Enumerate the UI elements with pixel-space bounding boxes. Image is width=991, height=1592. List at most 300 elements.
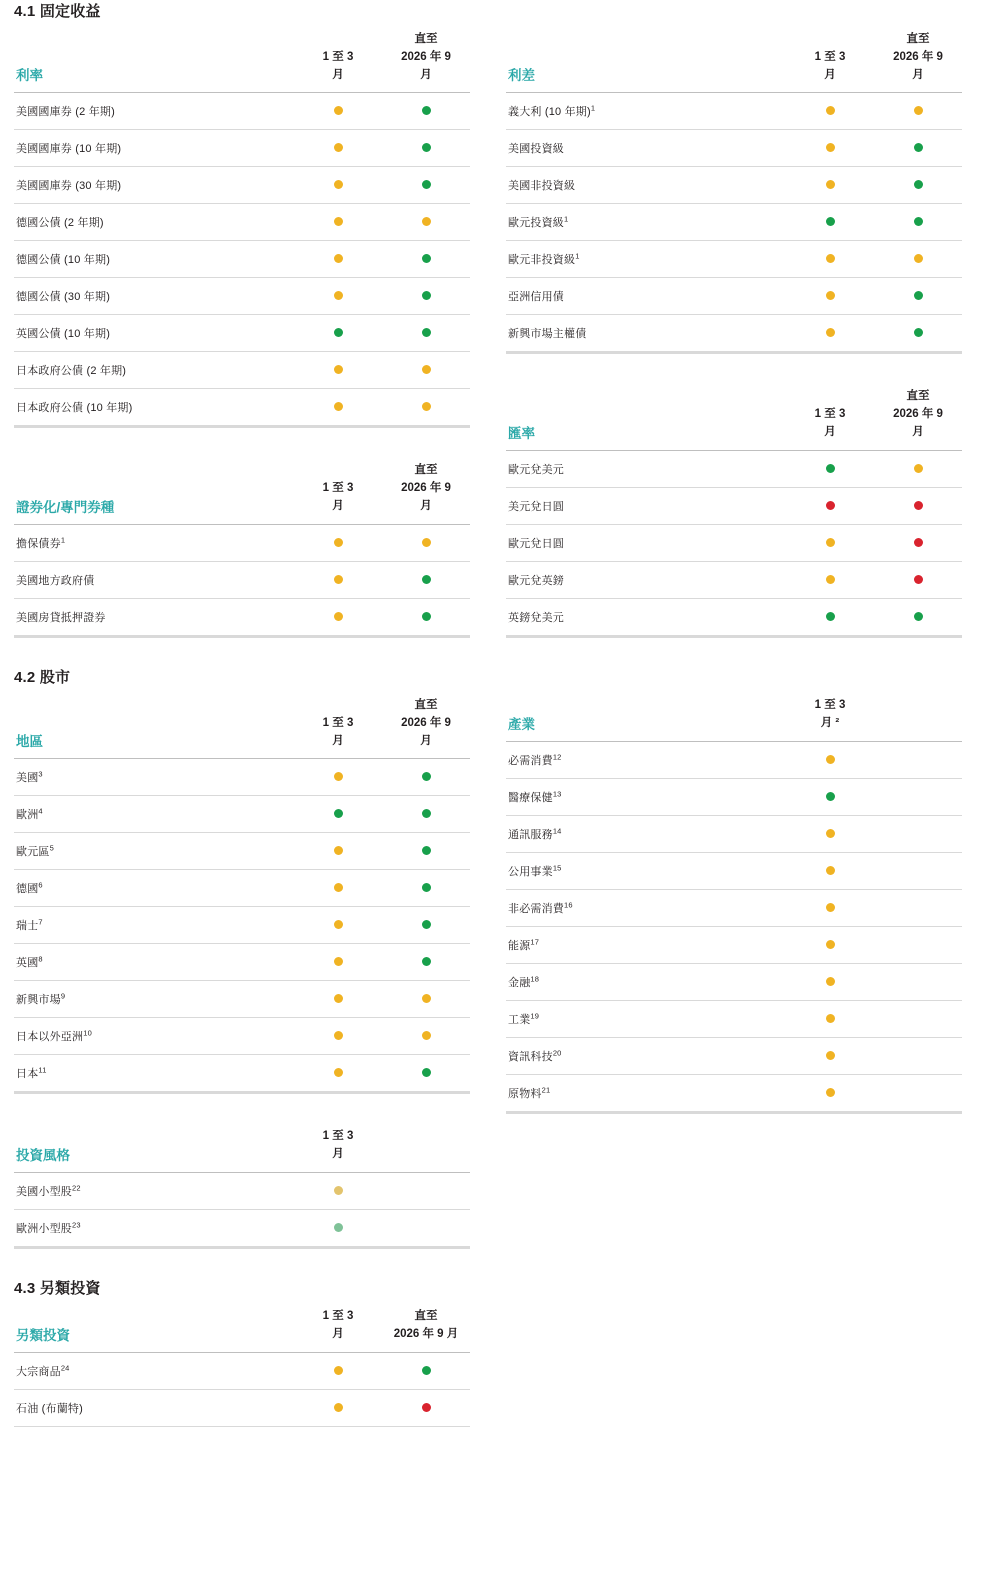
table-securitised xyxy=(14,462,470,637)
rating-dot-amber xyxy=(334,994,343,1003)
col-header-line3: 月 xyxy=(420,500,432,513)
table-row xyxy=(506,93,962,130)
rating-dot-green xyxy=(334,328,343,337)
table-row xyxy=(506,204,962,241)
row-label-text: 必需消費 xyxy=(508,754,553,767)
table-row xyxy=(506,524,962,561)
rating-cell-12m xyxy=(874,204,962,241)
table-row xyxy=(506,278,962,315)
rating-cell-1-3m xyxy=(786,204,874,241)
table-title-regions: 地區 xyxy=(16,734,43,750)
rating-dot-red xyxy=(914,538,923,547)
rating-cell-1-3m xyxy=(294,93,382,130)
rating-cell-1-3m xyxy=(294,1209,382,1247)
rating-dot-green xyxy=(914,291,923,300)
footnote-marker: 23 xyxy=(72,1220,81,1230)
row-label-text: 亞洲信用債 xyxy=(508,291,564,304)
row-label-text: 美國小型股 xyxy=(16,1185,72,1198)
rating-dot-amber xyxy=(826,291,835,300)
rating-dot-amber xyxy=(826,977,835,986)
row-label xyxy=(506,241,786,278)
rating-cell-12m xyxy=(382,93,470,130)
row-label xyxy=(14,167,294,204)
footnote-marker: 17 xyxy=(530,936,540,946)
rating-cell-1-3m xyxy=(294,389,382,427)
row-label-text: 美國地方政府債 xyxy=(16,574,95,587)
footnote-marker: 10 xyxy=(83,1028,92,1038)
rating-dot-green xyxy=(422,143,431,152)
rating-cell-12m xyxy=(382,598,470,636)
rating-dot-amber xyxy=(914,106,923,115)
col-header-line2: 月 xyxy=(332,68,344,81)
rating-cell-1-3m xyxy=(786,852,874,889)
rating-cell-12m xyxy=(382,204,470,241)
rating-cell-empty xyxy=(874,926,962,963)
column-header-until-2026-09 xyxy=(874,31,962,93)
table-row xyxy=(14,1055,470,1093)
row-label-text: 石油 (布蘭特) xyxy=(16,1402,83,1415)
table-row xyxy=(14,833,470,870)
col-header-line3: 月 xyxy=(912,426,924,439)
row-label-text: 歐元兌英鎊 xyxy=(508,574,564,587)
col-header-line2: 2026 年 9 xyxy=(401,716,451,729)
row-label xyxy=(506,278,786,315)
row-label xyxy=(14,389,294,427)
rating-cell-1-3m xyxy=(786,561,874,598)
rating-dot-amber xyxy=(826,106,835,115)
col-header-line2: 月 xyxy=(824,426,836,439)
row-label-text: 德國公債 (10 年期) xyxy=(16,254,111,267)
rating-cell-1-3m xyxy=(786,241,874,278)
row-label xyxy=(14,944,294,981)
rating-cell-1-3m xyxy=(786,1074,874,1112)
rating-dot-green xyxy=(422,254,431,263)
rating-dot-green xyxy=(826,464,835,473)
rating-cell-1-3m xyxy=(294,759,382,796)
footnote-marker: 1 xyxy=(60,535,66,545)
row-label xyxy=(14,352,294,389)
column-header-until-2026-09 xyxy=(382,1308,470,1352)
equities-grid xyxy=(0,697,991,1249)
rating-cell-1-3m xyxy=(786,742,874,779)
col-header-line2: 月 xyxy=(332,734,344,747)
rating-dot-amber xyxy=(914,254,923,263)
col-header-line1: 1 至 3 xyxy=(322,716,354,729)
rating-dot-green xyxy=(422,772,431,781)
spacer xyxy=(0,1249,991,1277)
row-label xyxy=(506,451,786,488)
row-label xyxy=(506,778,786,815)
row-label xyxy=(14,204,294,241)
table-title-alternatives: 另類投資 xyxy=(16,1327,70,1343)
col-header-line1: 直至 xyxy=(414,33,438,45)
section-heading-equities: 4.2 股市 xyxy=(14,668,71,686)
rating-dot-green xyxy=(914,180,923,189)
row-label xyxy=(14,907,294,944)
footnote-marker: 4 xyxy=(38,806,43,816)
row-label xyxy=(14,315,294,352)
col-header-line1: 1 至 3 xyxy=(322,1309,354,1322)
row-label-text: 日本政府公債 (2 年期) xyxy=(16,365,127,378)
rating-dot-amber xyxy=(422,538,431,547)
row-label-text: 德國公債 (30 年期) xyxy=(16,291,111,304)
table-row xyxy=(506,778,962,815)
rating-dot-amber xyxy=(422,1031,431,1040)
rating-cell-12m xyxy=(874,598,962,636)
table-row xyxy=(14,204,470,241)
rating-cell-1-3m xyxy=(786,1037,874,1074)
row-label xyxy=(14,1055,294,1093)
rating-dot-amber xyxy=(422,402,431,411)
footnote-marker: 13 xyxy=(552,788,562,798)
column-header-1-3m xyxy=(294,697,382,759)
table-row xyxy=(506,815,962,852)
rating-dot-amber xyxy=(334,612,343,621)
col-header-line2: 月 xyxy=(824,68,836,81)
rating-cell-1-3m xyxy=(294,167,382,204)
table-row xyxy=(506,963,962,1000)
table-fx xyxy=(506,388,962,637)
row-label xyxy=(506,561,786,598)
rating-dot-amber xyxy=(826,538,835,547)
rating-cell-12m xyxy=(382,1055,470,1093)
rating-cell-12m xyxy=(874,451,962,488)
rating-dot-amber xyxy=(334,402,343,411)
rating-cell-empty xyxy=(874,1000,962,1037)
fixed-income-grid xyxy=(0,31,991,638)
table-row xyxy=(14,981,470,1018)
rating-cell-1-3m xyxy=(786,93,874,130)
table-row xyxy=(506,487,962,524)
rating-dot-amber xyxy=(334,1068,343,1077)
rating-dot-amber xyxy=(826,829,835,838)
rating-cell-1-3m xyxy=(786,926,874,963)
rating-dot-amber xyxy=(914,464,923,473)
rating-dot-green xyxy=(422,1366,431,1375)
rating-cell-12m xyxy=(382,759,470,796)
rating-dot-amber xyxy=(826,755,835,764)
col-header-line1: 直至 xyxy=(414,698,438,711)
row-label xyxy=(506,315,786,353)
table-row xyxy=(14,315,470,352)
table-title-securitised: 證券化/專門券種 xyxy=(16,499,115,515)
rating-cell-1-3m xyxy=(294,944,382,981)
rating-cell-empty xyxy=(874,963,962,1000)
row-label-text: 英國公債 (10 年期) xyxy=(16,328,111,341)
col-header-line3: 2026 年 9 月 xyxy=(393,1327,459,1340)
rating-dot-green xyxy=(334,1223,343,1232)
col-header-line2: 月 xyxy=(332,1148,344,1161)
table-row xyxy=(506,742,962,779)
rating-dot-green xyxy=(422,291,431,300)
rating-cell-12m xyxy=(382,944,470,981)
row-label xyxy=(506,926,786,963)
rating-cell-12m xyxy=(382,561,470,598)
footnote-marker: 1 xyxy=(590,103,596,113)
row-label xyxy=(14,1209,294,1247)
row-label-text: 醫療保健 xyxy=(508,791,553,804)
table-row xyxy=(14,1353,470,1390)
rating-cell-12m xyxy=(382,796,470,833)
rating-cell-1-3m xyxy=(294,352,382,389)
rating-dot-green xyxy=(826,612,835,621)
rating-cell-12m xyxy=(382,870,470,907)
column-header-empty xyxy=(382,1128,470,1172)
rating-dot-green xyxy=(422,1068,431,1077)
rating-cell-1-3m xyxy=(294,907,382,944)
rating-cell-1-3m xyxy=(294,796,382,833)
rating-dot-green xyxy=(422,920,431,929)
rating-cell-1-3m xyxy=(294,561,382,598)
rating-dot-amber xyxy=(334,883,343,892)
row-label-text: 新興市場 xyxy=(16,994,61,1007)
col-header-line1: 1 至 3 xyxy=(322,482,354,495)
table-title-styles: 投資風格 xyxy=(16,1147,70,1163)
col-header-line2: 2026 年 9 xyxy=(401,50,451,63)
rating-dot-amber xyxy=(334,846,343,855)
table-sectors xyxy=(506,697,962,1114)
row-label xyxy=(506,742,786,779)
rating-cell-1-3m xyxy=(294,315,382,352)
rating-cell-empty xyxy=(874,889,962,926)
col-header-line1: 直至 xyxy=(906,390,930,403)
footnote-marker: 20 xyxy=(552,1047,562,1057)
rating-dot-amber xyxy=(826,1014,835,1023)
row-label-text: 歐元兌美元 xyxy=(508,463,564,476)
rating-dot-green xyxy=(422,106,431,115)
row-label-text: 擔保債券 xyxy=(16,537,61,550)
table-title-rates: 利率 xyxy=(16,68,43,84)
rating-cell-12m xyxy=(382,525,470,562)
rating-dot-red xyxy=(914,575,923,584)
rating-dot-amber xyxy=(334,920,343,929)
footnote-marker: 18 xyxy=(530,973,540,983)
row-label-text: 美國 xyxy=(16,772,39,785)
row-label-text: 義大利 (10 年期) xyxy=(508,106,591,119)
rating-cell-12m xyxy=(874,487,962,524)
col-header-line1: 直至 xyxy=(414,464,438,477)
rating-cell-1-3m xyxy=(786,889,874,926)
row-label xyxy=(14,561,294,598)
rating-dot-green xyxy=(422,957,431,966)
rating-cell-12m xyxy=(382,907,470,944)
row-label-text: 歐洲 xyxy=(16,809,39,822)
col-header-line1: 直至 xyxy=(414,1309,438,1322)
rating-dot-amber xyxy=(334,1366,343,1375)
rating-cell-12m xyxy=(382,278,470,315)
rating-dot-green xyxy=(826,792,835,801)
col-header-line2: 月 xyxy=(332,1327,344,1340)
rating-cell-12m xyxy=(382,389,470,427)
footnote-marker: 5 xyxy=(49,843,54,853)
equities-right-column xyxy=(506,697,962,1249)
col-header-line1: 直至 xyxy=(906,33,930,45)
row-label-text: 英國 xyxy=(16,957,39,970)
col-header-line2: 2026 年 9 xyxy=(893,408,943,421)
column-header-empty xyxy=(874,697,962,741)
rating-dot-amber xyxy=(334,291,343,300)
rating-dot-amber xyxy=(334,217,343,226)
table-row xyxy=(14,1389,470,1426)
rating-cell-1-3m xyxy=(786,315,874,353)
rating-cell-empty xyxy=(874,778,962,815)
rating-dot-amber xyxy=(334,254,343,263)
rating-cell-1-3m xyxy=(294,241,382,278)
rating-dot-green xyxy=(422,883,431,892)
footnote-marker: 1 xyxy=(564,214,569,224)
rating-cell-12m xyxy=(874,241,962,278)
rating-dot-green xyxy=(422,575,431,584)
row-label xyxy=(14,981,294,1018)
rating-cell-1-3m xyxy=(294,1389,382,1426)
table-row xyxy=(506,315,962,353)
footnote-marker: 21 xyxy=(541,1084,551,1094)
rating-cell-12m xyxy=(382,833,470,870)
table-styles xyxy=(14,1128,470,1249)
row-label-text: 瑞士 xyxy=(16,920,39,933)
rating-cell-empty xyxy=(874,852,962,889)
rating-dot-red xyxy=(826,501,835,510)
row-label-text: 資訊科技 xyxy=(508,1050,553,1063)
row-label xyxy=(14,1353,294,1390)
rating-dot-amber xyxy=(826,903,835,912)
rating-cell-1-3m xyxy=(294,1173,382,1210)
row-label-text: 通訊服務 xyxy=(508,828,553,841)
footnote-marker: 9 xyxy=(60,991,66,1001)
table-row xyxy=(14,130,470,167)
row-label-text: 美國房貸抵押證券 xyxy=(16,611,106,624)
rating-dot-green xyxy=(914,217,923,226)
table-row xyxy=(506,852,962,889)
rating-dot-amber xyxy=(334,1403,343,1412)
rating-cell-12m xyxy=(382,315,470,352)
footnote-marker: 12 xyxy=(552,751,562,761)
row-label-text: 日本 xyxy=(16,1068,39,1081)
row-label xyxy=(506,487,786,524)
alternatives-left-column xyxy=(14,1308,470,1427)
rating-cell-12m xyxy=(382,241,470,278)
footnote-marker: 6 xyxy=(38,880,43,890)
fixed-income-left-column xyxy=(14,31,470,638)
row-label-text: 工業 xyxy=(508,1013,531,1026)
rating-cell-1-3m xyxy=(786,487,874,524)
col-header-line3: 月 xyxy=(420,68,432,81)
row-label-text: 日本以外亞洲 xyxy=(16,1031,84,1044)
rating-dot-green xyxy=(914,143,923,152)
rating-dot-amber xyxy=(826,940,835,949)
rating-cell-1-3m xyxy=(786,130,874,167)
rating-cell-12m xyxy=(874,93,962,130)
footnote-marker: 7 xyxy=(38,917,43,927)
row-label-text: 德國 xyxy=(16,883,39,896)
table-row xyxy=(14,525,470,562)
rating-dot-green xyxy=(422,180,431,189)
row-label xyxy=(14,833,294,870)
rating-cell-12m xyxy=(874,315,962,353)
rating-cell-12m xyxy=(874,278,962,315)
rating-dot-green xyxy=(422,612,431,621)
table-row xyxy=(14,598,470,636)
rating-cell-1-3m xyxy=(786,778,874,815)
rating-cell-1-3m xyxy=(786,963,874,1000)
col-header-line1: 1 至 3 xyxy=(814,698,846,711)
row-label-text: 歐洲小型股 xyxy=(16,1222,72,1235)
table-row xyxy=(14,278,470,315)
rating-cell-1-3m xyxy=(294,870,382,907)
rating-cell-12m xyxy=(874,167,962,204)
row-label xyxy=(14,525,294,562)
rating-cell-empty xyxy=(874,815,962,852)
column-header-1-3m xyxy=(786,388,874,450)
rating-cell-12m xyxy=(382,981,470,1018)
table-title-fx: 匯率 xyxy=(508,425,535,441)
rating-dot-amber xyxy=(334,365,343,374)
equities-left-column xyxy=(14,697,470,1249)
table-row xyxy=(14,167,470,204)
rating-cell-12m xyxy=(874,561,962,598)
rating-cell-1-3m xyxy=(786,1000,874,1037)
rating-dot-amber xyxy=(334,1031,343,1040)
rating-cell-1-3m xyxy=(294,204,382,241)
row-label-text: 美國國庫券 (2 年期) xyxy=(16,106,115,119)
spacer xyxy=(506,354,962,388)
rating-cell-12m xyxy=(382,1389,470,1426)
col-header-line3: 月 xyxy=(420,734,432,747)
row-label xyxy=(506,1037,786,1074)
rating-cell-1-3m xyxy=(294,1055,382,1093)
rating-cell-1-3m xyxy=(786,167,874,204)
footnote-marker: 15 xyxy=(552,862,562,872)
table-row xyxy=(506,1074,962,1112)
table-row xyxy=(506,1000,962,1037)
spacer xyxy=(14,428,470,462)
table-row xyxy=(14,1018,470,1055)
row-label xyxy=(14,796,294,833)
table-row xyxy=(506,598,962,636)
col-header-line1: 1 至 3 xyxy=(322,1130,354,1143)
rating-dot-green xyxy=(422,846,431,855)
rating-cell-1-3m xyxy=(786,815,874,852)
table-regions xyxy=(14,697,470,1094)
col-header-line3: 月 xyxy=(912,68,924,81)
rating-cell-1-3m xyxy=(786,524,874,561)
row-label xyxy=(14,130,294,167)
row-label xyxy=(506,167,786,204)
table-row xyxy=(14,241,470,278)
table-row xyxy=(14,1173,470,1210)
rating-cell-empty xyxy=(874,1074,962,1112)
table-spreads xyxy=(506,31,962,354)
footnote-marker: 11 xyxy=(38,1065,47,1075)
col-header-line2: 月 ² xyxy=(820,716,840,729)
table-row xyxy=(506,167,962,204)
footnote-marker: 16 xyxy=(564,899,573,909)
rating-dot-red xyxy=(914,501,923,510)
column-header-1-3m xyxy=(294,1308,382,1352)
rating-dot-green xyxy=(422,809,431,818)
rating-dot-green xyxy=(914,328,923,337)
rating-dot-amber xyxy=(826,254,835,263)
col-header-line2: 2026 年 9 xyxy=(893,50,943,63)
row-label xyxy=(506,204,786,241)
table-row xyxy=(506,926,962,963)
rating-dot-amber xyxy=(422,994,431,1003)
rating-cell-1-3m xyxy=(294,833,382,870)
rating-cell-1-3m xyxy=(294,598,382,636)
rating-dot-amber xyxy=(334,772,343,781)
row-label xyxy=(506,130,786,167)
footnote-marker: 14 xyxy=(552,825,562,835)
